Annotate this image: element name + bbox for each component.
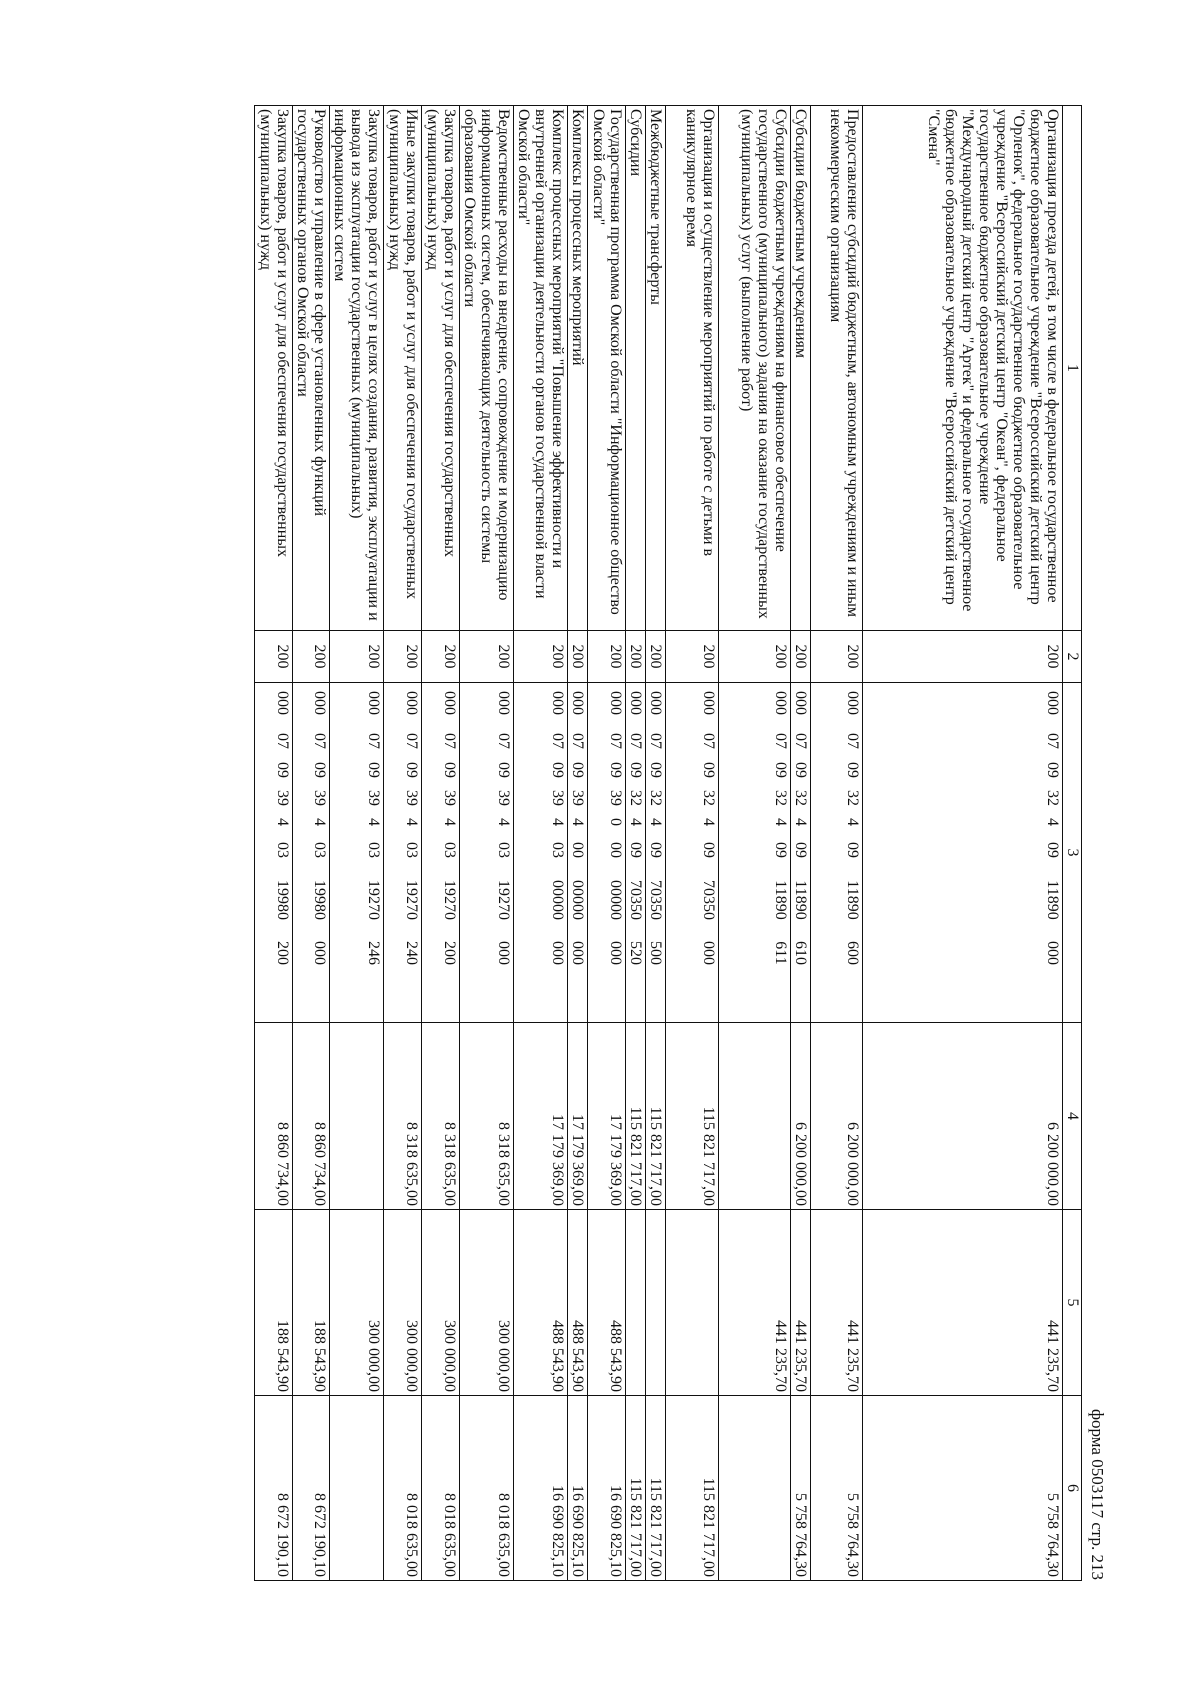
code-segment: 09 bbox=[403, 762, 420, 778]
code-segment: 4 bbox=[627, 818, 644, 826]
code-segment: 09 bbox=[844, 842, 861, 858]
row-classification-code bbox=[255, 683, 293, 1023]
row-classification-code bbox=[422, 683, 460, 1023]
column-number: 5 bbox=[1063, 1210, 1082, 1396]
code-segment: 000 bbox=[311, 691, 328, 715]
code-segment: 09 bbox=[772, 842, 789, 858]
report-page bbox=[95, 105, 1110, 1580]
column-number: 3 bbox=[1063, 683, 1082, 1023]
column-number: 4 bbox=[1063, 1023, 1082, 1210]
code-segment: 4 bbox=[549, 818, 566, 826]
code-segment: 000 bbox=[495, 691, 512, 715]
code-segment: 07 bbox=[1044, 733, 1061, 749]
row-approved-amount: 8 318 635,00 bbox=[422, 1023, 460, 1210]
row-unexecuted-amount: 8 672 190,10 bbox=[255, 1396, 293, 1581]
code-segment: 000 bbox=[569, 941, 586, 965]
row-unexecuted-amount: 5 758 764,30 bbox=[791, 1396, 811, 1581]
code-segment: 32 bbox=[1044, 790, 1061, 806]
code-segment: 4 bbox=[569, 818, 586, 826]
table-row bbox=[626, 106, 646, 1581]
code-segment: 70350 bbox=[627, 880, 644, 920]
code-segment: 000 bbox=[311, 941, 328, 965]
row-approved-amount bbox=[719, 1023, 791, 1210]
code-segment: 09 bbox=[792, 762, 809, 778]
code-segment: 09 bbox=[627, 842, 644, 858]
row-unexecuted-amount: 8 672 190,10 bbox=[293, 1396, 330, 1581]
row-approved-amount: 8 860 734,00 bbox=[255, 1023, 293, 1210]
code-segment: 03 bbox=[403, 842, 420, 858]
row-name: Закупка товаров, работ и услуг для обеспечения государственных (муниципальных) нужд bbox=[422, 106, 460, 631]
code-segment: 03 bbox=[549, 842, 566, 858]
code-segment: 09 bbox=[569, 762, 586, 778]
table-row bbox=[514, 106, 568, 1581]
code-segment: 000 bbox=[700, 941, 717, 965]
row-approved-amount: 17 179 369,00 bbox=[514, 1023, 568, 1210]
row-line-code: 200 bbox=[666, 631, 719, 683]
row-executed-amount: 441 235,70 bbox=[719, 1210, 791, 1396]
row-executed-amount bbox=[626, 1210, 646, 1396]
row-approved-amount: 6 200 000,00 bbox=[863, 1023, 1063, 1210]
code-segment: 07 bbox=[365, 733, 382, 749]
code-segment: 000 bbox=[365, 691, 382, 715]
code-segment: 4 bbox=[365, 818, 382, 826]
row-classification-code bbox=[588, 683, 626, 1023]
row-unexecuted-amount: 115 821 717,00 bbox=[646, 1396, 666, 1581]
code-segment: 000 bbox=[549, 691, 566, 715]
row-unexecuted-amount: 16 690 825,10 bbox=[568, 1396, 588, 1581]
row-name: Организация и осуществление мероприятий по работе с детьми в каникулярное время bbox=[666, 106, 719, 631]
code-segment: 09 bbox=[495, 762, 512, 778]
row-unexecuted-amount bbox=[719, 1396, 791, 1581]
row-approved-amount: 17 179 369,00 bbox=[568, 1023, 588, 1210]
row-unexecuted-amount: 16 690 825,10 bbox=[588, 1396, 626, 1581]
table-row bbox=[422, 106, 460, 1581]
row-classification-code bbox=[626, 683, 646, 1023]
row-executed-amount: 488 543,90 bbox=[568, 1210, 588, 1396]
code-segment: 4 bbox=[311, 818, 328, 826]
row-line-code: 200 bbox=[626, 631, 646, 683]
table-row bbox=[646, 106, 666, 1581]
row-unexecuted-amount: 8 018 635,00 bbox=[422, 1396, 460, 1581]
code-segment: 4 bbox=[647, 818, 664, 826]
column-number: 1 bbox=[1063, 106, 1082, 631]
code-segment: 09 bbox=[311, 762, 328, 778]
code-segment: 09 bbox=[441, 762, 458, 778]
row-approved-amount: 8 860 734,00 bbox=[293, 1023, 330, 1210]
code-segment: 03 bbox=[274, 842, 291, 858]
code-segment: 520 bbox=[627, 941, 644, 965]
row-executed-amount: 441 235,70 bbox=[863, 1210, 1063, 1396]
row-classification-code bbox=[514, 683, 568, 1023]
code-segment: 09 bbox=[274, 762, 291, 778]
code-segment: 00 bbox=[569, 842, 586, 858]
code-segment: 4 bbox=[700, 818, 717, 826]
row-classification-code bbox=[719, 683, 791, 1023]
code-segment: 07 bbox=[647, 733, 664, 749]
row-unexecuted-amount: 115 821 717,00 bbox=[626, 1396, 646, 1581]
code-segment: 07 bbox=[403, 733, 420, 749]
code-segment: 000 bbox=[1044, 691, 1061, 715]
row-classification-code bbox=[791, 683, 811, 1023]
row-executed-amount: 188 543,90 bbox=[293, 1210, 330, 1396]
row-name: Государственная программа Омской области "Информационное общество Омской области" bbox=[588, 106, 626, 631]
code-segment: 39 bbox=[495, 790, 512, 806]
code-segment: 07 bbox=[549, 733, 566, 749]
code-segment: 4 bbox=[772, 818, 789, 826]
code-segment: 07 bbox=[700, 733, 717, 749]
row-name: Субсидии бюджетным учреждениям на финансовое обеспечение государственного (муниципального) задания на оказание государственных (муниципальных) услуг (выполнение работ) bbox=[719, 106, 791, 631]
table-row bbox=[719, 106, 791, 1581]
row-approved-amount: 115 821 717,00 bbox=[646, 1023, 666, 1210]
code-segment: 4 bbox=[274, 818, 291, 826]
row-unexecuted-amount: 16 690 825,10 bbox=[514, 1396, 568, 1581]
row-name: Закупка товаров, работ и услуг в целях создания, развития, эксплуатации и вывода из эксплуатации государственных (муниципальных) информационных систем bbox=[330, 106, 384, 631]
table-row bbox=[863, 106, 1063, 1581]
row-name: Иные закупки товаров, работ и услуг для обеспечения государственных (муниципальных) нужд bbox=[384, 106, 422, 631]
code-segment: 09 bbox=[627, 762, 644, 778]
row-line-code: 200 bbox=[514, 631, 568, 683]
code-segment: 32 bbox=[700, 790, 717, 806]
table-row bbox=[791, 106, 811, 1581]
code-segment: 00000 bbox=[569, 880, 586, 920]
code-segment: 19980 bbox=[311, 880, 328, 920]
row-line-code: 200 bbox=[422, 631, 460, 683]
code-segment: 09 bbox=[700, 762, 717, 778]
row-approved-amount: 8 318 635,00 bbox=[460, 1023, 514, 1210]
row-classification-code bbox=[666, 683, 719, 1023]
row-line-code: 200 bbox=[588, 631, 626, 683]
code-segment: 11890 bbox=[844, 880, 861, 920]
row-approved-amount: 115 821 717,00 bbox=[626, 1023, 646, 1210]
column-number-row bbox=[1063, 106, 1082, 1581]
code-segment: 000 bbox=[274, 691, 291, 715]
code-segment: 32 bbox=[772, 790, 789, 806]
row-line-code: 200 bbox=[384, 631, 422, 683]
code-segment: 000 bbox=[772, 691, 789, 715]
code-segment: 4 bbox=[495, 818, 512, 826]
code-segment: 70350 bbox=[700, 880, 717, 920]
code-segment: 39 bbox=[274, 790, 291, 806]
code-segment: 09 bbox=[365, 762, 382, 778]
code-segment: 09 bbox=[607, 762, 624, 778]
code-segment: 39 bbox=[607, 790, 624, 806]
code-segment: 39 bbox=[311, 790, 328, 806]
code-segment: 4 bbox=[441, 818, 458, 826]
row-executed-amount: 300 000,00 bbox=[422, 1210, 460, 1396]
row-name: Комплекс процессных мероприятий "Повышение эффективности и внутренней организации деятельности органов государственной власти Омской области" bbox=[514, 106, 568, 631]
code-segment: 00000 bbox=[549, 880, 566, 920]
row-approved-amount: 6 200 000,00 bbox=[811, 1023, 863, 1210]
row-line-code: 200 bbox=[460, 631, 514, 683]
table-row bbox=[460, 106, 514, 1581]
table-row bbox=[666, 106, 719, 1581]
code-segment: 09 bbox=[792, 842, 809, 858]
code-segment: 03 bbox=[441, 842, 458, 858]
code-segment: 09 bbox=[549, 762, 566, 778]
row-line-code: 200 bbox=[293, 631, 330, 683]
row-name: Организация проезда детей, в том числе в федеральное государственное бюджетное образовательное учреждение "Всероссийский детский центр "Орленок", федеральное государственное бюджетное образовательное учреждение "Всероссийский детский центр "Океан", федеральное государственное бюджетное образовательное учреждение "Международный детский центр "Артек" и федеральное государственное бюджетное образовательное учреждение "Всероссийский детский центр "Смена" bbox=[863, 106, 1063, 631]
row-approved-amount: 8 318 635,00 bbox=[384, 1023, 422, 1210]
code-segment: 09 bbox=[772, 762, 789, 778]
code-segment: 4 bbox=[1044, 818, 1061, 826]
row-name: Межбюджетные трансферты bbox=[646, 106, 666, 631]
expenditure-table bbox=[254, 105, 1082, 1581]
row-unexecuted-amount bbox=[330, 1396, 384, 1581]
row-classification-code bbox=[384, 683, 422, 1023]
code-segment: 32 bbox=[627, 790, 644, 806]
code-segment: 000 bbox=[495, 941, 512, 965]
code-segment: 09 bbox=[700, 842, 717, 858]
code-segment: 000 bbox=[569, 691, 586, 715]
code-segment: 246 bbox=[365, 941, 382, 965]
code-segment: 4 bbox=[844, 818, 861, 826]
code-segment: 4 bbox=[792, 818, 809, 826]
code-segment: 32 bbox=[647, 790, 664, 806]
code-segment: 39 bbox=[549, 790, 566, 806]
code-segment: 07 bbox=[792, 733, 809, 749]
table-row bbox=[588, 106, 626, 1581]
code-segment: 03 bbox=[495, 842, 512, 858]
row-approved-amount: 115 821 717,00 bbox=[666, 1023, 719, 1210]
row-executed-amount: 300 000,00 bbox=[330, 1210, 384, 1396]
code-segment: 19270 bbox=[365, 880, 382, 920]
row-line-code: 200 bbox=[568, 631, 588, 683]
code-segment: 19270 bbox=[495, 880, 512, 920]
table-row bbox=[293, 106, 330, 1581]
row-classification-code bbox=[293, 683, 330, 1023]
code-segment: 000 bbox=[844, 691, 861, 715]
code-segment: 09 bbox=[1044, 762, 1061, 778]
code-segment: 200 bbox=[274, 941, 291, 965]
form-header: форма 0503117 стр. 213 bbox=[1088, 1409, 1107, 1580]
code-segment: 11890 bbox=[772, 880, 789, 920]
code-segment: 39 bbox=[569, 790, 586, 806]
row-classification-code bbox=[460, 683, 514, 1023]
row-executed-amount: 188 543,90 bbox=[255, 1210, 293, 1396]
row-line-code: 200 bbox=[863, 631, 1063, 683]
code-segment: 000 bbox=[700, 691, 717, 715]
row-name: Субсидии бюджетным учреждениям bbox=[791, 106, 811, 631]
row-name: Ведомственные расходы на внедрение, сопровождение и модернизацию информационных систем, обеспечивающих деятельность системы образования Омской области bbox=[460, 106, 514, 631]
row-name: Закупка товаров, работ и услуг для обеспечения государственных (муниципальных) нужд bbox=[255, 106, 293, 631]
code-segment: 00 bbox=[607, 842, 624, 858]
row-line-code: 200 bbox=[646, 631, 666, 683]
code-segment: 70350 bbox=[647, 880, 664, 920]
code-segment: 4 bbox=[403, 818, 420, 826]
row-line-code: 200 bbox=[255, 631, 293, 683]
code-segment: 09 bbox=[844, 762, 861, 778]
row-classification-code bbox=[568, 683, 588, 1023]
row-executed-amount: 300 000,00 bbox=[460, 1210, 514, 1396]
row-executed-amount bbox=[646, 1210, 666, 1396]
row-line-code: 200 bbox=[811, 631, 863, 683]
row-line-code: 200 bbox=[330, 631, 384, 683]
row-unexecuted-amount: 8 018 635,00 bbox=[460, 1396, 514, 1581]
row-executed-amount: 441 235,70 bbox=[791, 1210, 811, 1396]
code-segment: 07 bbox=[495, 733, 512, 749]
row-approved-amount: 6 200 000,00 bbox=[791, 1023, 811, 1210]
row-line-code: 200 bbox=[791, 631, 811, 683]
code-segment: 11890 bbox=[792, 880, 809, 920]
code-segment: 600 bbox=[844, 941, 861, 965]
code-segment: 07 bbox=[772, 733, 789, 749]
row-executed-amount: 488 543,90 bbox=[588, 1210, 626, 1396]
code-segment: 19270 bbox=[403, 880, 420, 920]
code-segment: 39 bbox=[365, 790, 382, 806]
row-executed-amount: 300 000,00 bbox=[384, 1210, 422, 1396]
code-segment: 000 bbox=[607, 941, 624, 965]
code-segment: 19980 bbox=[274, 880, 291, 920]
code-segment: 000 bbox=[441, 691, 458, 715]
code-segment: 07 bbox=[569, 733, 586, 749]
code-segment: 39 bbox=[403, 790, 420, 806]
code-segment: 610 bbox=[792, 941, 809, 965]
row-classification-code bbox=[330, 683, 384, 1023]
column-number: 6 bbox=[1063, 1396, 1082, 1581]
code-segment: 09 bbox=[647, 842, 664, 858]
code-segment: 07 bbox=[627, 733, 644, 749]
code-segment: 000 bbox=[403, 691, 420, 715]
code-segment: 32 bbox=[792, 790, 809, 806]
row-approved-amount: 17 179 369,00 bbox=[588, 1023, 626, 1210]
row-unexecuted-amount: 8 018 635,00 bbox=[384, 1396, 422, 1581]
row-classification-code bbox=[863, 683, 1063, 1023]
row-unexecuted-amount: 115 821 717,00 bbox=[666, 1396, 719, 1581]
code-segment: 07 bbox=[274, 733, 291, 749]
code-segment: 000 bbox=[549, 941, 566, 965]
code-segment: 32 bbox=[844, 790, 861, 806]
code-segment: 03 bbox=[365, 842, 382, 858]
code-segment: 00000 bbox=[607, 880, 624, 920]
code-segment: 03 bbox=[311, 842, 328, 858]
code-segment: 07 bbox=[844, 733, 861, 749]
row-name: Комплексы процессных мероприятий bbox=[568, 106, 588, 631]
row-classification-code bbox=[811, 683, 863, 1023]
code-segment: 611 bbox=[772, 941, 789, 965]
table-row bbox=[811, 106, 863, 1581]
row-executed-amount: 488 543,90 bbox=[514, 1210, 568, 1396]
code-segment: 000 bbox=[627, 691, 644, 715]
code-segment: 07 bbox=[607, 733, 624, 749]
row-line-code: 200 bbox=[719, 631, 791, 683]
code-segment: 11890 bbox=[1044, 880, 1061, 920]
row-unexecuted-amount: 5 758 764,30 bbox=[863, 1396, 1063, 1581]
code-segment: 240 bbox=[403, 941, 420, 965]
code-segment: 19270 bbox=[441, 880, 458, 920]
code-segment: 500 bbox=[647, 941, 664, 965]
row-executed-amount bbox=[666, 1210, 719, 1396]
code-segment: 09 bbox=[1044, 842, 1061, 858]
row-unexecuted-amount: 5 758 764,30 bbox=[811, 1396, 863, 1581]
code-segment: 09 bbox=[647, 762, 664, 778]
row-approved-amount bbox=[330, 1023, 384, 1210]
code-segment: 07 bbox=[311, 733, 328, 749]
code-segment: 39 bbox=[441, 790, 458, 806]
row-name: Субсидии bbox=[626, 106, 646, 631]
row-executed-amount: 441 235,70 bbox=[811, 1210, 863, 1396]
column-number: 2 bbox=[1063, 631, 1082, 683]
table-row bbox=[568, 106, 588, 1581]
code-segment: 0 bbox=[607, 818, 624, 826]
code-segment: 200 bbox=[441, 941, 458, 965]
row-name: Руководство и управление в сфере установленных функций государственных органов Омской области bbox=[293, 106, 330, 631]
table-row bbox=[255, 106, 293, 1581]
code-segment: 000 bbox=[1044, 941, 1061, 965]
row-classification-code bbox=[646, 683, 666, 1023]
table-row bbox=[384, 106, 422, 1581]
row-name: Предоставление субсидий бюджетным, автономным учреждениям и иным некоммерческим организациям bbox=[811, 106, 863, 631]
code-segment: 000 bbox=[792, 691, 809, 715]
code-segment: 07 bbox=[441, 733, 458, 749]
table-row bbox=[330, 106, 384, 1581]
code-segment: 000 bbox=[607, 691, 624, 715]
code-segment: 000 bbox=[647, 691, 664, 715]
